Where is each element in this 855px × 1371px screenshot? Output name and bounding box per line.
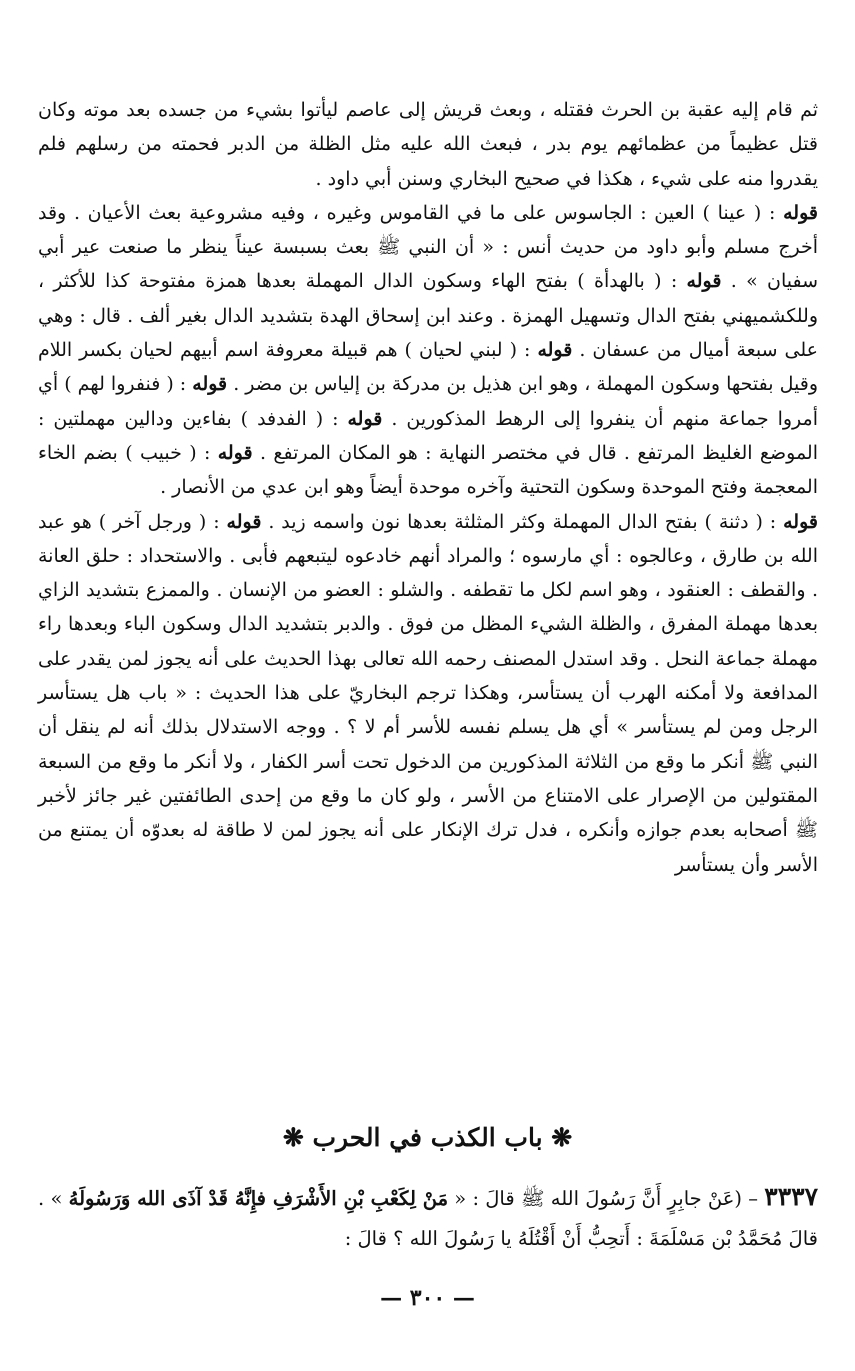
commentary-paragraph xyxy=(38,196,818,505)
qawluhu-label: قوله xyxy=(192,373,228,396)
text-line: ثم قام إليه عقبة بن الحرث فقتله ، وبعث قريش إلى عاصم ليأتوا بشيء من جسده بعد موته وكان قتل عظيماً من عظمائهم يوم بدر ، فبعث الله عليه مثل الظلة من الدبر فحمته من رسلهم فلم يقدروا منه على شيء ، هكذا في صحيح البخاري وسنن أبي داود . xyxy=(38,99,819,190)
paragraph-text: : ( الفدفد ) بفاءين ودالين مهملتين : الموضع الغليظ المرتفع . قال في مختصر النهاية : هو المكان المرتفع . xyxy=(38,407,818,464)
hadith-quote: مَنْ لِكَعْبِ بْنِ الأَشْرَفِ فإِنَّهُ قَدْ آذَى الله وَرَسُولَهُ xyxy=(68,1187,449,1210)
commentary-paragraph xyxy=(38,505,818,882)
qawluhu-label: قوله xyxy=(217,441,253,464)
paragraph-text: : ( ورجل آخر ) هو عبد الله بن طارق ، وعالجوه : أي مارسوه ؛ والمراد أنهم خادعوه ليتبعهم فأبى . والاستحداد : حلق العانة . والقطف : العنقود ، وهو اسم لكل ما تقطفه . والشلو : العضو من الإنسان . والممزع بتشديد الزاي بعدها مهملة المفرق ، والظلة الشيء المظل من فوق . والدبر بتشديد الدال وسكون الباء وبعدها راء مهملة جماعة النحل . وقد استدل المصنف رحمه الله تعالى بهذا الحديث على أنه يجوز لمن يقدر على المدافعة ولا أمكنه الهرب أن يستأسر، وهكذا ترجم البخاريّ على هذا الحديث : « باب هل يستأسر الرجل ومن لم يستأسر » أي هل يسلم نفسه للأسر أم لا ؟ . ووجه الاستدلال بذلك أنه لم ينقل أن النبي ﷺ أنكر ما وقع من الثلاثة المذكورين من الدخول تحت أسر الكفار ، ولا أنكر ما وقع من السبعة المقتولين من الإصرار على الامتناع من الأسر ، ولو كان ما وقع من إحدى الطائفتين غير جائز لأخبر ﷺ أصحابه بعدم جوازه وأنكره ، فدل ترك الإنكار على أنه يجوز لمن لا طاقة له بعدوّه أن يمتنع من الأسر وأن يستأسر xyxy=(38,510,818,876)
hadith-intro: – (عَنْ جابِرٍ أَنَّ رَسُولَ الله ﷺ قالَ : « xyxy=(454,1187,759,1210)
hadith-continuation: » . قالَ مُحَمَّدُ بْن مَسْلَمَةَ : أَتحِبُّ أَنْ أَقْتُلَهُ يا رَسُولَ الله ؟ قالَ : xyxy=(38,1187,818,1250)
paragraph-text: : ( فنفروا لهم ) أي أمروا جماعة منهم أن ينفروا إلى الرهط المذكورين . xyxy=(38,373,818,430)
qawluhu-label: قوله xyxy=(686,270,722,293)
hadith-number: ٣٣٣٧ xyxy=(764,1182,818,1211)
section-heading: ❋ باب الكذب في الحرب ❋ xyxy=(282,1123,573,1152)
page-number: — ٣٠٠ — xyxy=(380,1285,475,1311)
qawluhu-label: قوله xyxy=(783,510,818,533)
paragraph-text: : ( عينا ) العين : الجاسوس على ما في القاموس وغيره ، وفيه مشروعية بعث الأعيان . وقد أخرج مسلم وأبو داود من حديث أنس : « أن النبي ﷺ بعث بسبسة عيناً ينظر ما صنعت عير أبي سفيان » . xyxy=(38,201,819,293)
paragraph-text: : ( دثنة ) بفتح الدال المهملة وكثر المثلثة بعدها نون واسمه زيد . xyxy=(268,510,777,533)
qawluhu-label: قوله xyxy=(226,510,262,533)
qawluhu-label: قوله xyxy=(537,339,573,362)
commentary-text xyxy=(38,93,818,882)
qawluhu-label: قوله xyxy=(783,201,818,224)
paragraph-text: : ( خبيب ) بضم الخاء المعجمة وفتح الموحدة وسكون التحتية وآخره موحدة أيضاً وهو ابن عدي من الأنصار . xyxy=(38,441,818,499)
qawluhu-label: قوله xyxy=(347,407,383,430)
paragraph-text: : ( لبني لحيان ) هم قبيلة معروفة اسم أبيهم لحيان بكسر اللام وقيل بفتحها وسكون المهملة ، وهو ابن هذيل بن مدركة بن إلياس بن مضر . xyxy=(38,339,819,396)
paragraph-text: : ( بالهدأة ) بفتح الهاء وسكون الدال المهملة بعدها همزة مفتوحة كذا للأكثر ، وللكشميهني بفتح الدال وتسهيل الهمزة . وعند ابن إسحاق الهدة بتشديد الدال بغير ألف . قال : وهي على سبعة أميال من عسفان . xyxy=(38,270,818,362)
hadith-text xyxy=(38,1177,818,1259)
